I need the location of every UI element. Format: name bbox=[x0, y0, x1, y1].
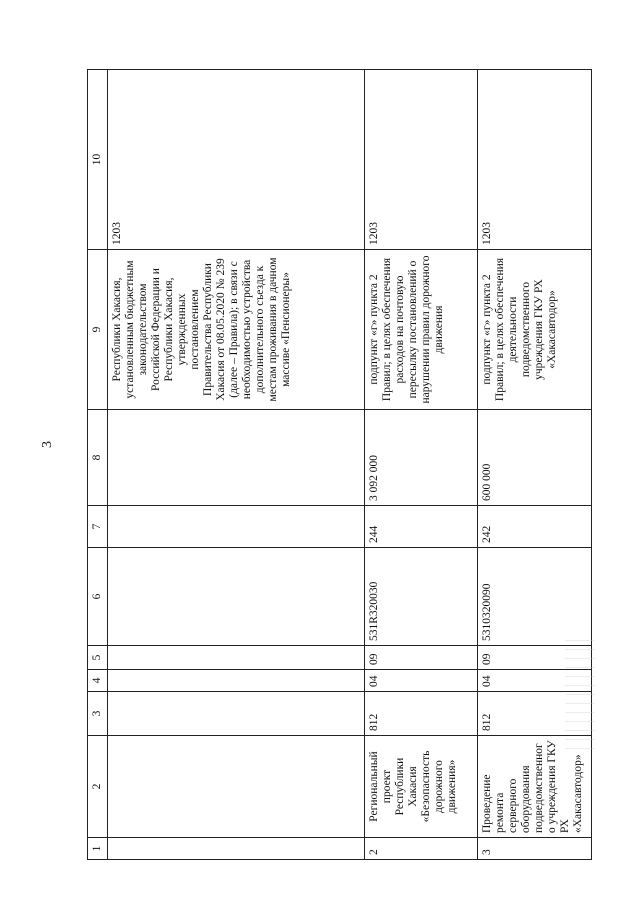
header-cell: 7 bbox=[88, 506, 108, 548]
cell-section: 04 bbox=[477, 670, 591, 692]
page-number: 3 bbox=[40, 441, 55, 448]
cell-basis: Республики Хакасия, установленным бюджетным законодательством Российской Федерации и Республики Хакасия, утвержденных постановлением Правительства Республики Хакасия от 08.05.2020 № 239 (далее – Правила); в связи с необходимостью устройства дополнительного съезда к местам проживания в дачном массиве «Пенсионеры» bbox=[107, 250, 364, 410]
cell-name bbox=[107, 736, 364, 838]
budget-table bbox=[87, 69, 592, 860]
cell-subsection bbox=[107, 646, 364, 670]
cell-amount: 600 000 bbox=[477, 410, 591, 506]
header-cell: 10 bbox=[88, 70, 108, 250]
cell-code-10: 1203 bbox=[107, 70, 364, 250]
header-cell: 1 bbox=[88, 838, 108, 860]
table-row bbox=[364, 70, 477, 860]
cell-code-10: 1203 bbox=[477, 70, 591, 250]
cell-subsection: 09 bbox=[477, 646, 591, 670]
cell-target: 5310320090 bbox=[477, 548, 591, 646]
cell-basis: подпункт «г» пункта 2 Правил; в целях обеспечения расходов на почтовую пересылку постановлений о нарушении правил дорожного движения bbox=[364, 250, 477, 410]
cell-name: Проведение ремонта серверного оборудования подведомственного учреждения ГКУ РХ «Хакасавтодор» bbox=[477, 736, 591, 838]
cell-section bbox=[107, 670, 364, 692]
cell-amount bbox=[107, 410, 364, 506]
header-cell: 8 bbox=[88, 410, 108, 506]
cell-number bbox=[107, 838, 364, 860]
cell-subsection: 09 bbox=[364, 646, 477, 670]
cell-basis: подпункт «г» пункта 2 Правил; в целях обеспечения деятельности подведомственного учреждения ГКУ РХ «Хакасавтодор» bbox=[477, 250, 591, 410]
scan-artifact bbox=[565, 640, 595, 750]
header-cell: 3 bbox=[88, 692, 108, 736]
cell-code: 812 bbox=[477, 692, 591, 736]
cell-type: 244 bbox=[364, 506, 477, 548]
cell-type bbox=[107, 506, 364, 548]
cell-number: 2 bbox=[364, 838, 477, 860]
header-cell: 9 bbox=[88, 250, 108, 410]
header-cell: 2 bbox=[88, 736, 108, 838]
header-row bbox=[88, 70, 108, 860]
cell-name: Региональный проект Республики Хакасия «Безопасность дорожного движения» bbox=[364, 736, 477, 838]
table-row bbox=[107, 70, 364, 860]
budget-table-container bbox=[87, 70, 592, 860]
header-cell: 5 bbox=[88, 646, 108, 670]
cell-code bbox=[107, 692, 364, 736]
cell-section: 04 bbox=[364, 670, 477, 692]
header-cell: 6 bbox=[88, 548, 108, 646]
cell-code: 812 bbox=[364, 692, 477, 736]
cell-code-10: 1203 bbox=[364, 70, 477, 250]
cell-amount: 3 092 000 bbox=[364, 410, 477, 506]
cell-target bbox=[107, 548, 364, 646]
cell-type: 242 bbox=[477, 506, 591, 548]
header-cell: 4 bbox=[88, 670, 108, 692]
cell-target: 531R320030 bbox=[364, 548, 477, 646]
cell-number: 3 bbox=[477, 838, 591, 860]
